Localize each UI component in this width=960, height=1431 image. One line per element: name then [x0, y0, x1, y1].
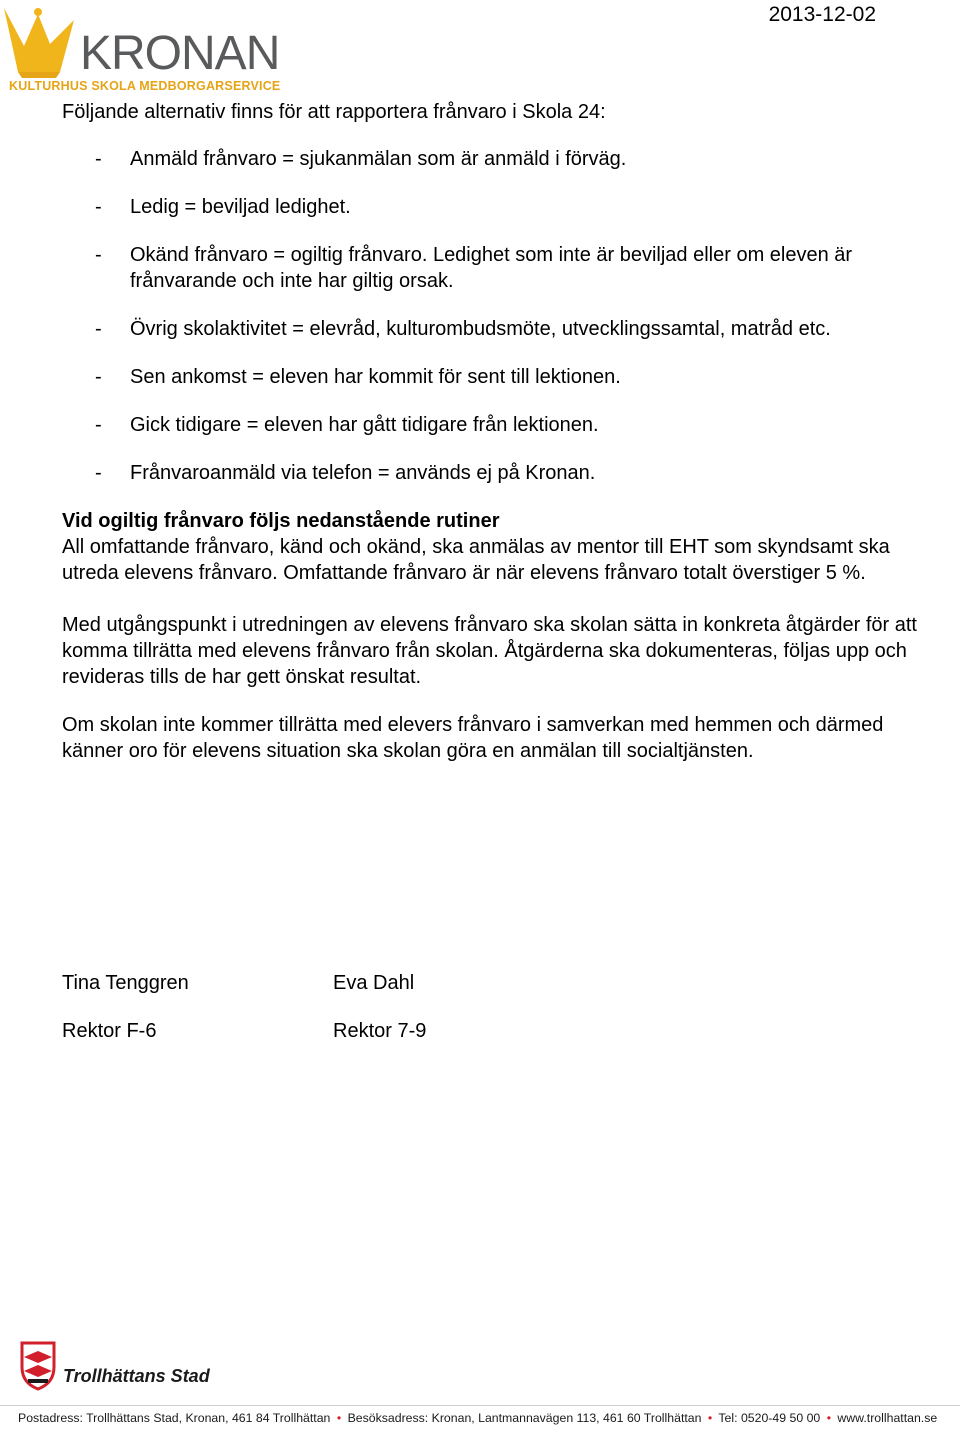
- list-dash: -: [95, 244, 102, 266]
- list-item: - Gick tidigare = eleven har gått tidigare från lektionen.: [95, 414, 599, 436]
- footer-separator: •: [707, 1411, 713, 1425]
- document-body: [62, 99, 922, 764]
- signature-name: Tina Tenggren: [62, 972, 189, 994]
- list-dash: -: [95, 366, 102, 388]
- document-date: 2013-12-02: [768, 3, 876, 26]
- footer-visit: Besöksadress: Kronan, Lantmannavägen 113, 461 60 Trollhättan: [347, 1411, 702, 1425]
- footer-divider: [0, 1405, 960, 1406]
- paragraph: All omfattande frånvaro, känd och okänd, ska anmälas av mentor till EHT som skyndsamt ska utreda elevens frånvaro. Omfattande frånvaro är när elevens frånvaro totalt överstiger 5 %.: [62, 536, 890, 584]
- list-item: - Frånvaroanmäld via telefon = används ej på Kronan.: [95, 462, 596, 484]
- signature-name: Eva Dahl: [333, 972, 415, 994]
- list-item: - Ledig = beviljad ledighet.: [95, 196, 351, 218]
- list-dash: -: [95, 414, 102, 436]
- list-dash: -: [95, 462, 102, 484]
- routine-heading: Vid ogiltig frånvaro följs nedanstående rutiner: [62, 510, 500, 532]
- signature-title: Rektor F-6: [62, 1020, 157, 1042]
- footer-separator: •: [826, 1411, 831, 1425]
- footer-web-link[interactable]: www.trollhattan.se: [837, 1411, 938, 1425]
- footer-contact: [18, 1411, 937, 1425]
- list-item: - Övrig skolaktivitet = elevråd, kulturombudsmöte, utvecklingssamtal, matråd etc.: [95, 318, 831, 340]
- paragraph: Med utgångspunkt i utredningen av elevens frånvaro ska skolan sätta in konkreta åtgärder för att komma tillrätta med elevens frånvaro från skolan. Åtgärderna ska dokumenteras, följas upp och revideras tills de har gett önskat resultat.: [62, 614, 917, 688]
- footer-separator: •: [336, 1411, 342, 1425]
- coat-of-arms-icon: [18, 1341, 58, 1391]
- logo-name: KRONAN: [80, 27, 280, 80]
- intro-text: Följande alternativ finns för att rapportera frånvaro i Skola 24:: [62, 101, 606, 123]
- footer-phone: Tel: 0520-49 50 00: [718, 1411, 821, 1425]
- list-item: - Anmäld frånvaro = sjukanmälan som är anmäld i förväg.: [95, 148, 627, 170]
- list-dash: -: [95, 196, 102, 218]
- kronan-logo: [0, 0, 290, 98]
- crown-icon: [2, 2, 82, 82]
- logo-tagline: KULTURHUS SKOLA MEDBORGARSERVICE: [9, 79, 281, 93]
- absence-options-list: [62, 146, 922, 486]
- signature-title: Rektor 7-9: [333, 1020, 427, 1042]
- list-dash: -: [95, 148, 102, 170]
- list-item: - Okänd frånvaro = ogiltig frånvaro. Ledighet som inte är beviljad eller om eleven är frånvarande och inte har giltig orsak.: [95, 244, 853, 292]
- footer-brand: Trollhättans Stad: [63, 1366, 210, 1386]
- footer-postal: Postadress: Trollhättans Stad, Kronan, 461 84 Trollhättan: [18, 1411, 331, 1425]
- list-dash: -: [95, 318, 102, 340]
- paragraph: Om skolan inte kommer tillrätta med elevers frånvaro i samverkan med hemmen och därmed känner oro för elevens situation ska skolan göra en anmälan till socialtjänsten.: [62, 714, 884, 762]
- list-item: - Sen ankomst = eleven har kommit för sent till lektionen.: [95, 366, 621, 388]
